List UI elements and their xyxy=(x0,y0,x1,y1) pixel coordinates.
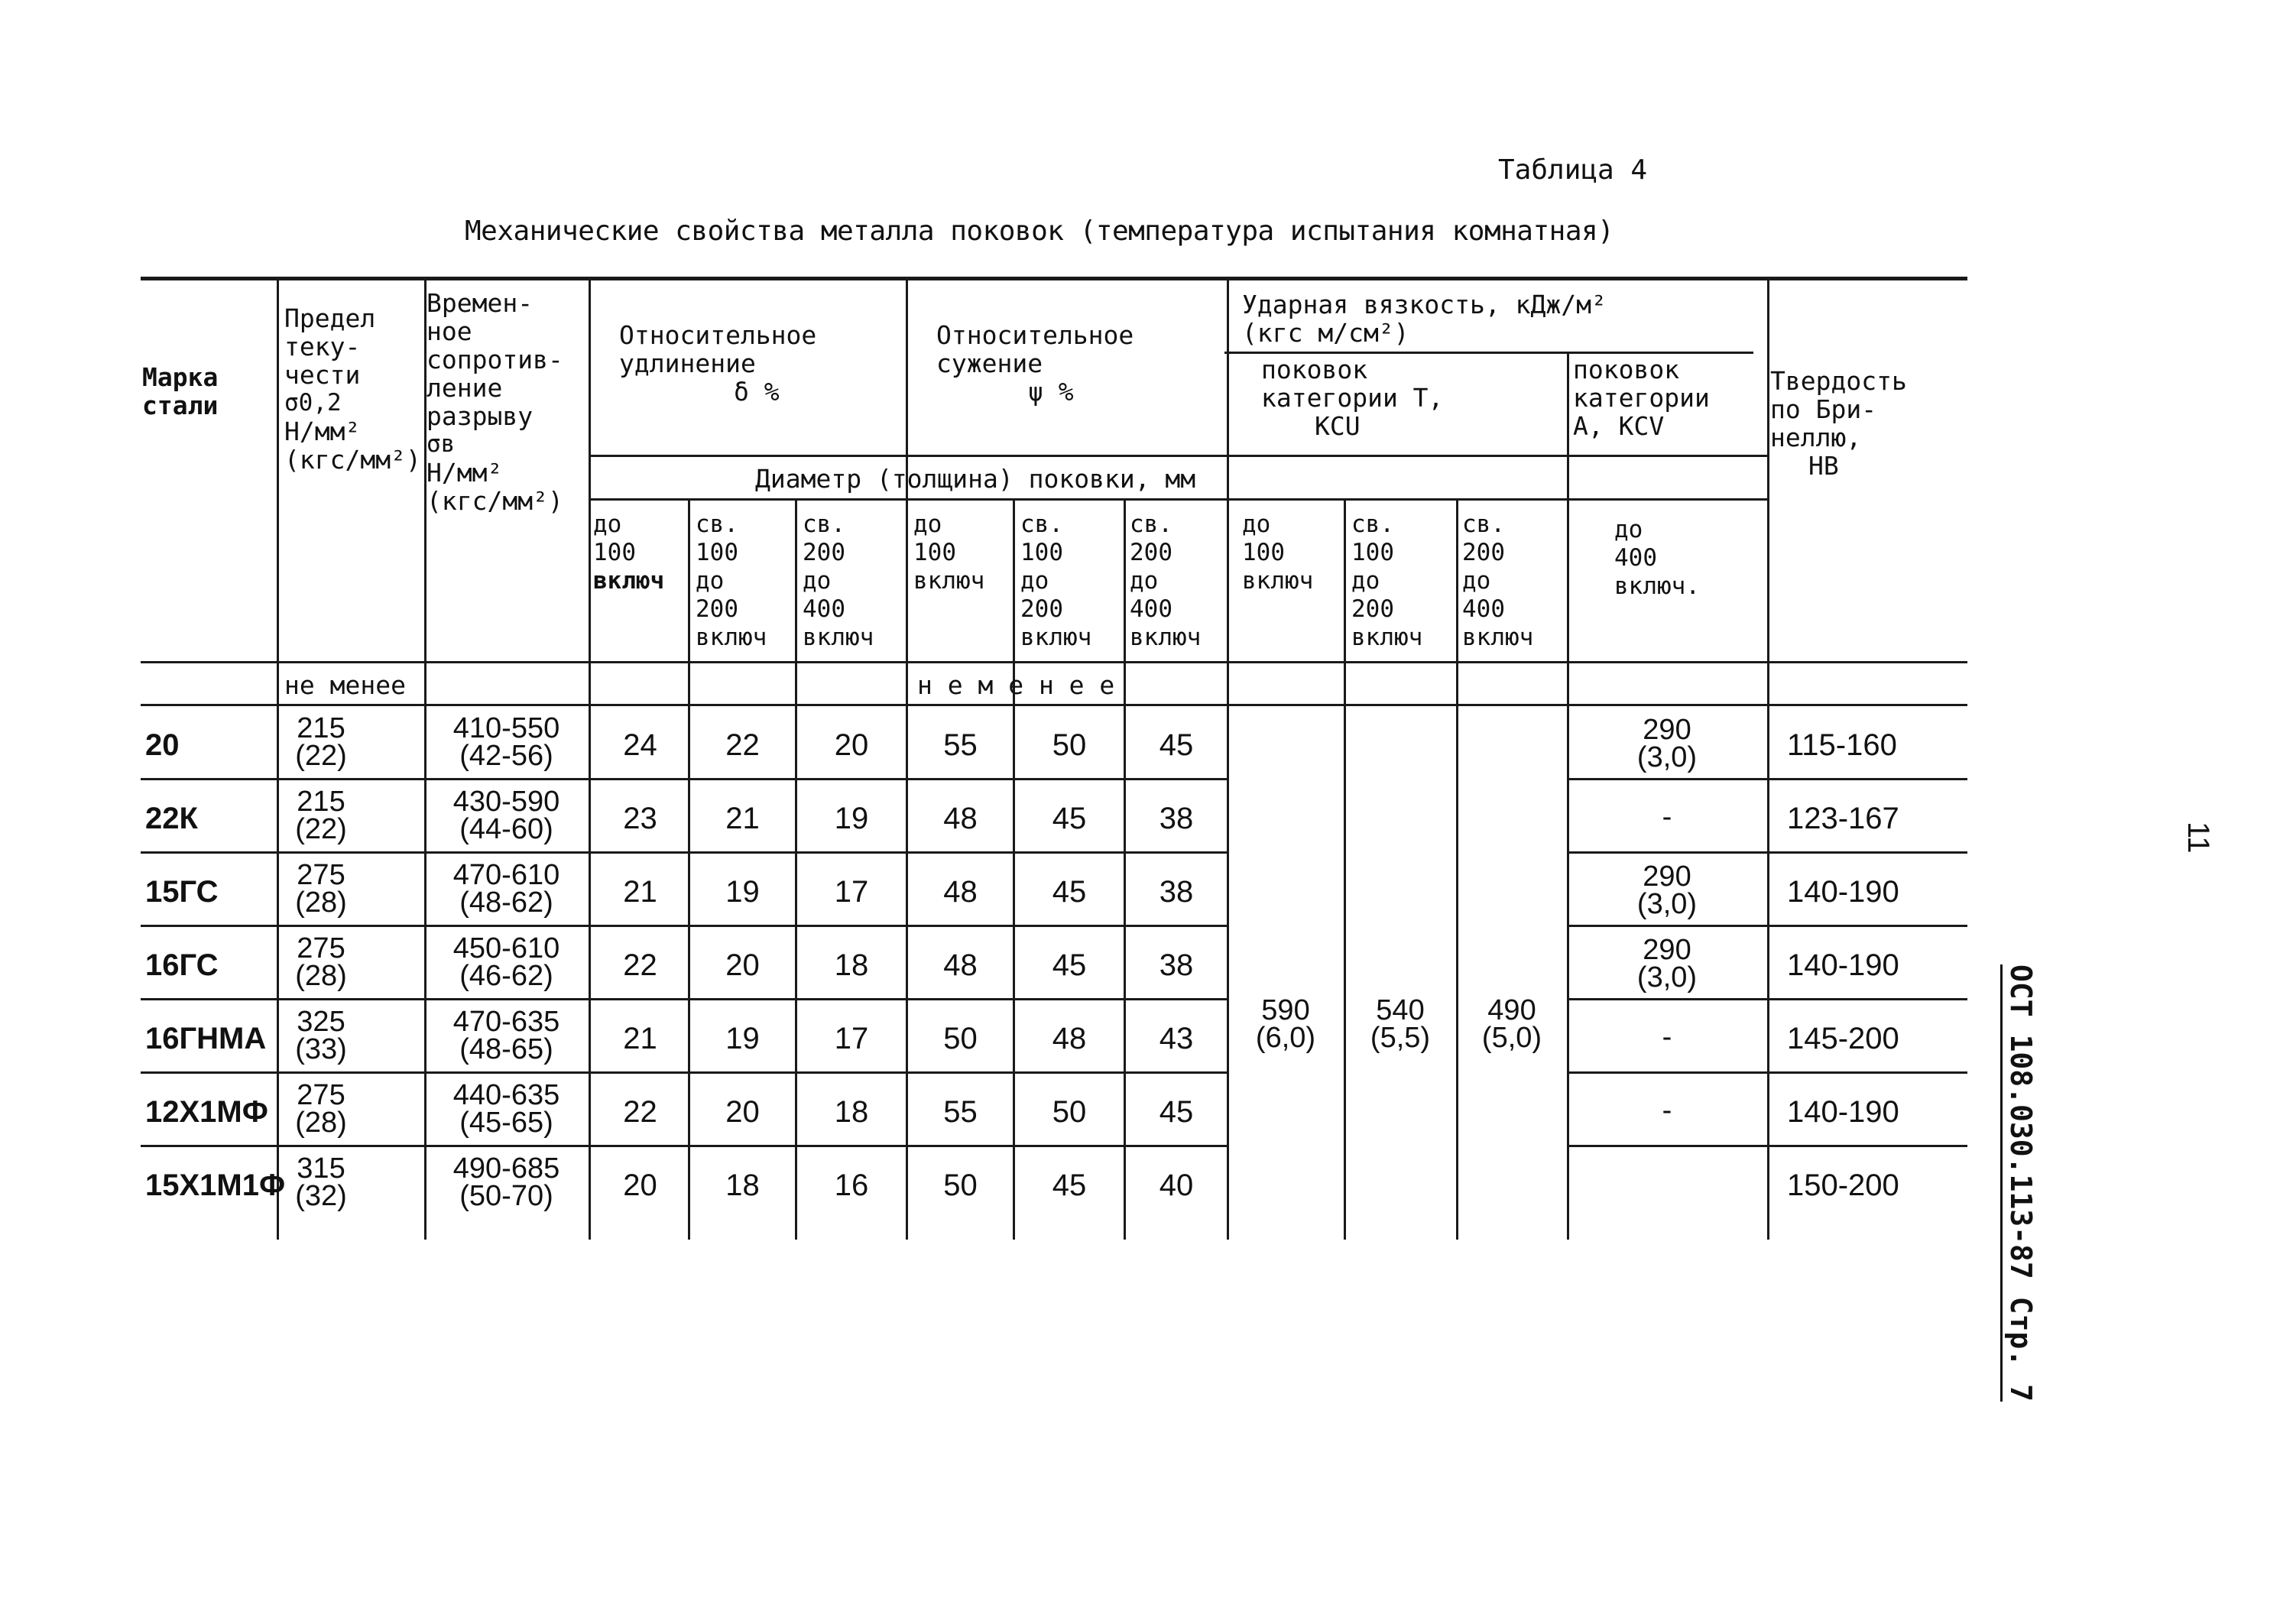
min-label-right: н е м е н е е xyxy=(917,670,1115,700)
row-tensile: 470-610 (48-62) xyxy=(452,859,560,919)
vline-reduction xyxy=(1227,277,1229,1240)
row-grade: 22К xyxy=(145,802,198,835)
row-elongation-100-200: 20 xyxy=(725,948,760,982)
row-elongation-100-200: 18 xyxy=(725,1169,760,1202)
row-grade: 15ГС xyxy=(145,875,219,909)
row-kcv: - xyxy=(1662,1021,1672,1053)
row-reduction-up100: 48 xyxy=(943,948,978,982)
header-kcu-100-200: св. 100 до 200 включ xyxy=(1351,511,1423,651)
page-number: 11 xyxy=(2181,822,2215,854)
row-hardness: 115-160 xyxy=(1787,728,1897,762)
header-diameter: Диаметр (толщина) поковки, мм xyxy=(755,464,1196,494)
header-elongation: Относительное удлинение δ % xyxy=(619,320,817,407)
row-elongation-200-400: 19 xyxy=(834,802,869,835)
header-bottom-rule xyxy=(141,661,1967,663)
row-kcv: - xyxy=(1662,1094,1672,1126)
row-elongation-up100: 22 xyxy=(623,1095,657,1129)
row-elongation-200-400: 18 xyxy=(834,948,869,982)
row-reduction-200-400: 38 xyxy=(1159,875,1194,909)
header-hardness: Твердость по Бри- неллю, НВ xyxy=(1770,366,1907,481)
row-reduction-200-400: 38 xyxy=(1159,948,1194,982)
row-reduction-100-200: 45 xyxy=(1052,875,1087,909)
row-rule-4a xyxy=(141,998,1227,1000)
row-reduction-100-200: 45 xyxy=(1052,802,1087,835)
header-el-up100: до 100 включ xyxy=(593,511,665,595)
header-el-100-200: св. 100 до 200 включ xyxy=(696,511,767,651)
header-yield: Предел теку- чести σ0,2 Н/мм² (кгс/мм²) xyxy=(284,303,421,475)
row-elongation-up100: 23 xyxy=(623,802,657,835)
row-reduction-up100: 50 xyxy=(943,1022,978,1055)
vline-el2 xyxy=(795,498,797,1240)
min-label-left: не менее xyxy=(284,670,406,700)
table-title: Механические свойства металла поковок (температура испытания комнатная) xyxy=(465,216,1614,247)
row-yield: 215 (22) xyxy=(295,786,347,845)
row-hardness: 150-200 xyxy=(1787,1169,1899,1202)
row-elongation-up100: 21 xyxy=(623,1022,657,1055)
row-elongation-200-400: 18 xyxy=(834,1095,869,1129)
header-impact-t: поковок категории Т, KCU xyxy=(1261,355,1444,441)
min-row-rule xyxy=(141,704,1967,706)
header-impact: Ударная вязкость, кДж/м² (кгс м/см²) xyxy=(1242,290,1607,348)
row-elongation-200-400: 16 xyxy=(834,1169,869,1202)
row-rule-2a xyxy=(141,851,1227,854)
row-rule-5a xyxy=(141,1071,1227,1074)
row-reduction-200-400: 45 xyxy=(1159,1095,1194,1129)
row-grade: 12Х1МФ xyxy=(145,1095,268,1129)
table-top-rule xyxy=(141,277,1967,280)
row-reduction-up100: 55 xyxy=(943,1095,978,1129)
impact-sub-rule xyxy=(1224,352,1753,354)
vline-hardness xyxy=(1767,277,1769,1240)
row-reduction-100-200: 50 xyxy=(1052,1095,1087,1129)
header-kcu-200-400: св. 200 до 400 включ xyxy=(1462,511,1534,651)
diameter-bottom-rule xyxy=(589,498,1769,501)
row-reduction-up100: 48 xyxy=(943,875,978,909)
header-grade: Марка стали xyxy=(142,362,219,420)
row-elongation-100-200: 19 xyxy=(725,1022,760,1055)
row-tensile: 490-685 (50-70) xyxy=(452,1152,560,1212)
row-reduction-100-200: 45 xyxy=(1052,948,1087,982)
header-red-200-400: св. 200 до 400 включ xyxy=(1130,511,1202,651)
row-kcv: 290 (3,0) xyxy=(1636,934,1698,994)
row-rule-3b xyxy=(1567,925,1967,927)
row-elongation-200-400: 20 xyxy=(834,728,869,762)
header-kcv-up400: до 400 включ. xyxy=(1614,516,1700,600)
row-hardness: 145-200 xyxy=(1787,1022,1899,1055)
row-rule-4b xyxy=(1567,998,1967,1000)
row-rule-2b xyxy=(1567,851,1967,854)
row-reduction-200-400: 43 xyxy=(1159,1022,1194,1055)
row-hardness: 140-190 xyxy=(1787,948,1899,982)
header-red-100-200: св. 100 до 200 включ xyxy=(1020,511,1092,651)
row-elongation-100-200: 21 xyxy=(725,802,760,835)
row-elongation-100-200: 19 xyxy=(725,875,760,909)
row-reduction-up100: 55 xyxy=(943,728,978,762)
row-rule-1a xyxy=(141,778,1227,780)
header-red-up100: до 100 включ xyxy=(913,511,985,595)
header-impact-a: поковок категории А, KCV xyxy=(1573,355,1710,441)
row-kcv: 290 (3,0) xyxy=(1636,714,1698,773)
row-rule-5b xyxy=(1567,1071,1967,1074)
kcu-up100-value: 590 (6,0) xyxy=(1255,994,1316,1054)
table-caption: Таблица 4 xyxy=(1498,154,1648,186)
vline-red1 xyxy=(1013,498,1015,1240)
row-yield: 315 (32) xyxy=(295,1152,347,1212)
row-yield: 275 (28) xyxy=(295,859,347,919)
row-grade: 16ГНМА xyxy=(145,1022,267,1055)
row-elongation-100-200: 22 xyxy=(725,728,760,762)
row-rule-1b xyxy=(1567,778,1967,780)
header-tensile: Времен- ное сопротив- ление разрыву σв Н/мм² (кгс/мм²) xyxy=(426,288,563,516)
row-reduction-200-400: 45 xyxy=(1159,728,1194,762)
row-reduction-up100: 48 xyxy=(943,802,978,835)
kcu-100-200-value: 540 (5,5) xyxy=(1370,994,1431,1054)
row-rule-3a xyxy=(141,925,1227,927)
row-grade: 20 xyxy=(145,728,180,762)
vline-el1 xyxy=(688,498,690,1240)
row-rule-6b xyxy=(1567,1145,1967,1147)
row-kcv: - xyxy=(1662,801,1672,833)
row-elongation-200-400: 17 xyxy=(834,875,869,909)
row-hardness: 123-167 xyxy=(1787,802,1899,835)
document-reference: ОСТ 108.030.113-87 Стр. 7 xyxy=(2000,964,2038,1402)
row-tensile: 440-635 (45-65) xyxy=(452,1079,560,1139)
row-tensile: 410-550 (42-56) xyxy=(452,712,560,772)
header-kcu-up100: до 100 включ xyxy=(1242,511,1314,595)
row-yield: 275 (28) xyxy=(295,1079,347,1139)
row-elongation-200-400: 17 xyxy=(834,1022,869,1055)
row-reduction-200-400: 40 xyxy=(1159,1169,1194,1202)
row-tensile: 470-635 (48-65) xyxy=(452,1006,560,1065)
vline-kcu2 xyxy=(1456,498,1458,1240)
row-elongation-up100: 24 xyxy=(623,728,657,762)
row-reduction-100-200: 50 xyxy=(1052,728,1087,762)
row-grade: 15Х1М1Ф xyxy=(145,1169,286,1202)
row-reduction-up100: 50 xyxy=(943,1169,978,1202)
header-reduction: Относительное сужение ψ % xyxy=(936,320,1134,407)
vline-kcu1 xyxy=(1344,498,1346,1240)
row-kcv: 290 (3,0) xyxy=(1636,861,1698,920)
diameter-top-rule xyxy=(589,455,1769,457)
row-hardness: 140-190 xyxy=(1787,1095,1899,1129)
kcu-200-400-value: 490 (5,0) xyxy=(1481,994,1542,1054)
row-rule-6a xyxy=(141,1145,1227,1147)
row-reduction-200-400: 38 xyxy=(1159,802,1194,835)
row-yield: 325 (33) xyxy=(295,1006,347,1065)
vline-red2 xyxy=(1124,498,1126,1240)
row-elongation-100-200: 20 xyxy=(725,1095,760,1129)
row-grade: 16ГС xyxy=(145,948,219,982)
row-elongation-up100: 22 xyxy=(623,948,657,982)
row-yield: 275 (28) xyxy=(295,932,347,992)
vline-tensile xyxy=(589,277,591,1240)
row-yield: 215 (22) xyxy=(295,712,347,772)
header-el-200-400: св. 200 до 400 включ xyxy=(803,511,874,651)
row-tensile: 450-610 (46-62) xyxy=(452,932,560,992)
row-elongation-up100: 20 xyxy=(623,1169,657,1202)
row-tensile: 430-590 (44-60) xyxy=(452,786,560,845)
row-elongation-up100: 21 xyxy=(623,875,657,909)
row-reduction-100-200: 48 xyxy=(1052,1022,1087,1055)
row-reduction-100-200: 45 xyxy=(1052,1169,1087,1202)
row-hardness: 140-190 xyxy=(1787,875,1899,909)
